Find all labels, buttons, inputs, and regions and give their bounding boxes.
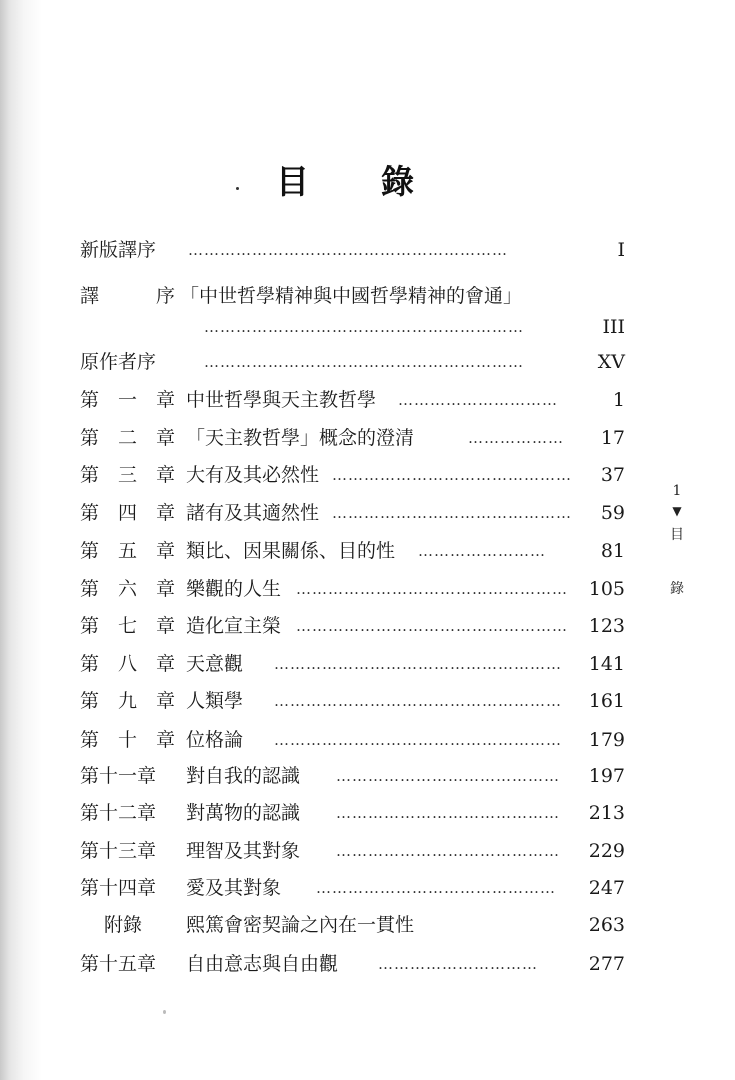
toc-page-number: 141 [588, 653, 625, 675]
toc-entry-title: 自由意志與自由觀 [186, 953, 339, 975]
toc-entry-label: 第十二章 [80, 802, 157, 824]
toc-entry-chapter-12[interactable] [80, 799, 625, 827]
toc-entry-label: 第十五章 [80, 953, 157, 975]
toc-entry-appendix[interactable] [80, 911, 625, 939]
leader-dots: …………………………………………… [296, 580, 568, 598]
toc-page-number: 1 [612, 389, 625, 411]
toc-entry-chapter-13[interactable] [80, 837, 625, 865]
side-page-number: 1 [672, 483, 682, 499]
scan-speck [163, 1010, 166, 1014]
toc-entry-title: 「天主教哲學」概念的澄清 [186, 427, 415, 449]
toc-entry-title: 諸有及其適然性 [186, 502, 320, 524]
toc-page-number: 81 [600, 540, 625, 562]
leader-dots: ………………………… [398, 391, 558, 409]
toc-entry-title: 對萬物的認識 [186, 802, 301, 824]
page-title [0, 156, 690, 203]
toc-entry-label: 第十一章 [80, 765, 157, 787]
toc-entry-label: 第 五 章 [80, 540, 175, 562]
toc-entry-label: 新版譯序 [80, 239, 157, 261]
toc-entry-chapter-14[interactable] [80, 874, 625, 902]
side-header-char-1: 目 [670, 527, 684, 543]
toc-page-number: 37 [600, 464, 625, 486]
title-char-1: 目 [276, 162, 381, 201]
leader-dots: ……………………………………… [316, 879, 556, 897]
toc-page-number: 59 [600, 502, 625, 524]
leader-dots: ……………………………………………… [274, 731, 562, 749]
toc-entry-chapter-8[interactable] [80, 650, 625, 678]
toc-page-number: 213 [588, 802, 625, 824]
toc-page-number: 179 [588, 729, 625, 751]
toc-entry-chapter-7[interactable] [80, 612, 625, 640]
toc-page-number: XV [597, 351, 625, 373]
title-char-2: 錄 [381, 162, 486, 201]
toc-entry-title: 愛及其對象 [186, 877, 282, 899]
leader-dots: …………………………………………………… [188, 241, 508, 259]
toc-page-number: 263 [588, 914, 625, 936]
toc-entry-translator-preface[interactable] [80, 282, 625, 310]
leader-dots: …………………………………… [336, 804, 560, 822]
leader-dots: …………………………………………………… [204, 353, 524, 371]
toc-page-number: 277 [588, 953, 625, 975]
leader-dots: ……………………………………………… [274, 692, 562, 710]
toc-page-number: III [602, 316, 625, 338]
toc-entry-title: 對自我的認識 [186, 765, 301, 787]
toc-entry-title: 「中世哲學精神與中國哲學精神的會通」 [180, 285, 523, 307]
stray-dot [236, 187, 239, 190]
toc-entry-chapter-3[interactable] [80, 461, 625, 489]
toc-entry-title: 類比、因果關係、目的性 [186, 540, 396, 562]
toc-page-number: 229 [588, 840, 625, 862]
toc-entry-title: 中世哲學與天主教哲學 [186, 389, 377, 411]
leader-dots: …………………………………………………… [204, 318, 524, 336]
toc-entry-chapter-6[interactable] [80, 575, 625, 603]
leader-dots: …………………………………… [336, 767, 560, 785]
toc-entry-chapter-10[interactable] [80, 726, 625, 754]
toc-entry-label: 第 八 章 [80, 653, 175, 675]
toc-page-number: 247 [588, 877, 625, 899]
toc-page-number: I [617, 239, 625, 261]
toc-page-number: 17 [600, 427, 625, 449]
toc-entry-label: 第十三章 [80, 840, 157, 862]
toc-entry-label: 第 四 章 [80, 502, 175, 524]
toc-entry-chapter-15[interactable] [80, 950, 625, 978]
toc-entry-label: 第 三 章 [80, 464, 175, 486]
toc-entry-title: 理智及其對象 [186, 840, 301, 862]
side-header-char-2: 錄 [670, 581, 684, 597]
toc-entry-chapter-5[interactable] [80, 537, 625, 565]
toc-page-number: 197 [588, 765, 625, 787]
toc-entry-label: 第 七 章 [80, 615, 175, 637]
toc-entry-title: 位格論 [186, 729, 244, 751]
toc-entry-label: 第 一 章 [80, 389, 175, 411]
leader-dots: …………………………………… [336, 842, 560, 860]
toc-page-number: 123 [588, 615, 625, 637]
leader-dots: …………………… [418, 542, 546, 560]
toc-entry-new-translator-preface[interactable] [80, 236, 625, 264]
toc-entry-label: 原作者序 [80, 351, 157, 373]
toc-entry-author-preface[interactable] [80, 348, 625, 376]
toc-entry-title: 造化宣主榮 [186, 615, 282, 637]
leader-dots: ……………………………………… [332, 466, 572, 484]
toc-entry-label: 第 十 章 [80, 729, 175, 751]
toc-entry-chapter-11[interactable] [80, 762, 625, 790]
side-down-arrow-icon: ▼ [672, 504, 682, 518]
toc-entry-title: 人類學 [186, 690, 244, 712]
toc-entry-label: 附錄 [104, 914, 143, 936]
toc-entry-label: 譯 序 [80, 285, 175, 307]
toc-page-number: 105 [588, 578, 625, 600]
leader-dots: ……………………………………………… [274, 655, 562, 673]
toc-entry-title: 天意觀 [186, 653, 244, 675]
leader-dots: ………………………… [378, 955, 538, 973]
leader-dots: ……………… [468, 429, 564, 447]
toc-entry-translator-preface-page[interactable] [80, 313, 625, 341]
toc-entry-title: 樂觀的人生 [186, 578, 282, 600]
toc-entry-label: 第 二 章 [80, 427, 175, 449]
toc-entry-label: 第十四章 [80, 877, 157, 899]
toc-page-number: 161 [588, 690, 625, 712]
toc-entry-title: 熙篤會密契論之內在一貫性 [186, 914, 415, 936]
toc-entry-chapter-2[interactable] [80, 424, 625, 452]
toc-entry-chapter-1[interactable] [80, 386, 625, 414]
toc-entry-label: 第 九 章 [80, 690, 175, 712]
toc-entry-chapter-9[interactable] [80, 687, 625, 715]
toc-entry-title: 大有及其必然性 [186, 464, 320, 486]
toc-entry-chapter-4[interactable] [80, 499, 625, 527]
toc-entry-label: 第 六 章 [80, 578, 175, 600]
leader-dots: ……………………………………… [332, 504, 572, 522]
leader-dots: …………………………………………… [296, 617, 568, 635]
